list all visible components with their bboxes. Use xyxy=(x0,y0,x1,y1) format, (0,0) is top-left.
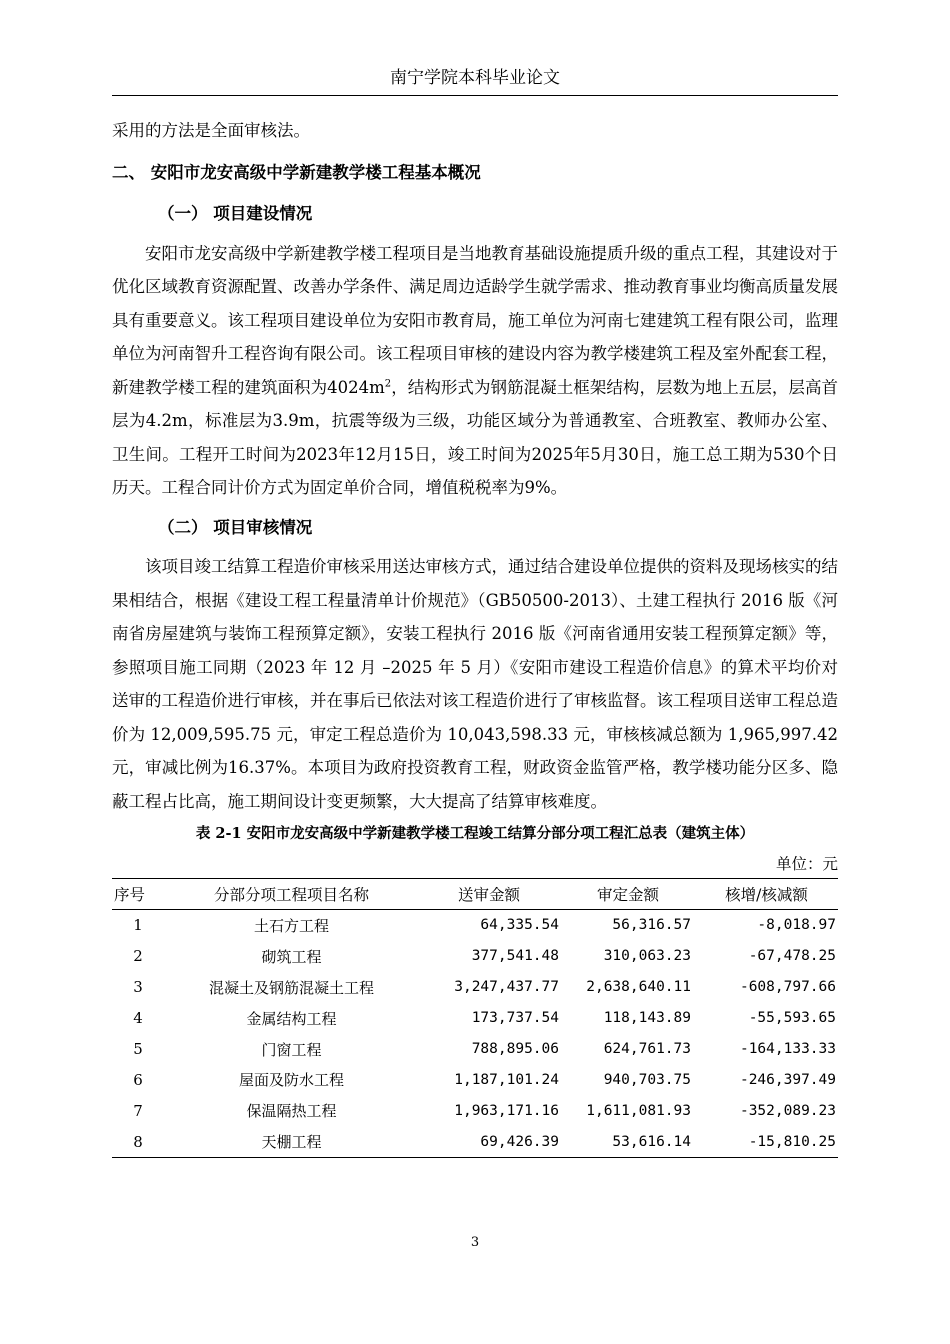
table-row xyxy=(112,1095,838,1126)
cell-no: 4 xyxy=(133,1009,143,1028)
table-row xyxy=(112,1064,838,1095)
cell-audited: 310,063.23 xyxy=(603,948,691,965)
running-header: 南宁学院本科毕业论文 xyxy=(390,68,560,88)
cell-name: 保温隔热工程 xyxy=(246,1102,337,1121)
cell-audited: 56,316.57 xyxy=(612,917,691,934)
cell-name: 砌筑工程 xyxy=(261,947,322,966)
cell-no: 8 xyxy=(133,1132,143,1151)
table-row xyxy=(112,1003,838,1034)
settlement-summary-table xyxy=(112,878,838,1158)
cell-adjustment: -352,089.23 xyxy=(739,1102,836,1119)
table-row xyxy=(112,972,838,1003)
cell-submitted: 377,541.48 xyxy=(471,948,559,965)
cell-name: 金属结构工程 xyxy=(246,1009,337,1028)
cell-audited: 940,703.75 xyxy=(603,1071,691,1088)
header-rule xyxy=(112,95,838,96)
subsection-heading-audit: （二） 项目审核情况 xyxy=(158,517,313,537)
cell-no: 3 xyxy=(133,978,143,997)
cell-adjustment: -608,797.66 xyxy=(739,979,836,996)
cell-audited: 624,761.73 xyxy=(603,1041,691,1057)
cell-no: 6 xyxy=(133,1070,143,1089)
cell-submitted: 1,963,171.16 xyxy=(454,1102,559,1119)
paragraph-construction-part-a: 安阳市龙安高级中学新建教学楼工程项目是当地教育基础设施提质升级的重点工程，其建设对于优化区域教育资源配置、改善办学条件、满足周边适龄学生就学需求、推动教育事业均衡高质量发展具有重要意义。该工程项目建设单位为安阳市教育局，施工单位为河南七建建筑工程有限公司，监理单位为河南智升工程咨询有限公司。该工程项目审核的建设内容为教学楼建筑工程及室外配套工程，新建教学楼工程的建筑面积为4024m xyxy=(112,243,838,397)
cell-adjustment: -55,593.65 xyxy=(748,1010,836,1027)
header-cell-adjustment: 核增/核减额 xyxy=(697,879,838,910)
header-cell-audited: 审定金额 xyxy=(565,879,697,910)
cell-name: 土石方工程 xyxy=(253,916,329,935)
section-heading: 二、 安阳市龙安高级中学新建教学楼工程基本概况 xyxy=(112,162,481,182)
document-body xyxy=(112,114,838,1158)
cell-adjustment: -8,018.97 xyxy=(757,917,836,934)
cell-name: 天棚工程 xyxy=(261,1133,322,1152)
header-cell-submitted: 送审金额 xyxy=(419,879,565,910)
cell-no: 1 xyxy=(133,916,143,935)
table-unit: 单位：元 xyxy=(775,855,838,873)
cell-audited: 1,611,081.93 xyxy=(586,1102,691,1119)
table-row xyxy=(112,1034,838,1065)
lead-paragraph: 采用的方法是全面审核法。 xyxy=(112,121,310,140)
subsection-heading-construction: （一） 项目建设情况 xyxy=(158,204,313,223)
cell-no: 2 xyxy=(133,947,143,966)
cell-audited: 118,143.89 xyxy=(603,1010,691,1027)
cell-submitted: 1,187,101.24 xyxy=(454,1071,559,1088)
cell-adjustment: -164,133.33 xyxy=(739,1041,836,1057)
header-cell-no: 序号 xyxy=(112,879,164,910)
cell-submitted: 788,895.06 xyxy=(471,1041,559,1057)
cell-name: 门窗工程 xyxy=(261,1040,322,1059)
cell-adjustment: -15,810.25 xyxy=(748,1133,836,1150)
cell-no: 7 xyxy=(133,1101,143,1120)
table-caption: 表 2-1 安阳市龙安高级中学新建教学楼工程竣工结算分部分项工程汇总表（建筑主体） xyxy=(195,825,755,842)
cell-submitted: 69,426.39 xyxy=(480,1133,559,1150)
cell-adjustment: -67,478.25 xyxy=(748,948,836,965)
table-row xyxy=(112,941,838,972)
paragraph-audit: 该项目竣工结算工程造价审核采用送达审核方式，通过结合建设单位提供的资料及现场核实的结果相结合，根据《建设工程工程量清单计价规范》（GB50500-2013）、土建工程执行 2016 版《河南省房屋建筑与装饰工程预算定额》，安装工程执行 2016 版《河南省通用安装工程预算定额》等，参照项目施工同期（2023 年 12 月 –2025 年 5 月）《安阳市建设工程造价信息》的算术平均价对送审的工程造价进行审核，并在事后已依法对该工程造价进行了审核监督。该工程项目送审工程总造价为 12,009,595.75 元，审定工程总造价为 10,043,598.33 元，审核核减总额为 1,965,997.42 元，审减比例为16.37%。本项目为政府投资教育工程，财政资金监管严格，教学楼功能分区多、隐蔽工程占比高，施工期间设计变更频繁，大大提高了结算审核难度。 xyxy=(112,557,838,811)
cell-submitted: 64,335.54 xyxy=(480,917,559,934)
cell-audited: 53,616.14 xyxy=(612,1133,691,1150)
cell-audited: 2,638,640.11 xyxy=(586,979,691,996)
cell-submitted: 173,737.54 xyxy=(471,1010,559,1027)
superscript-square: 2 xyxy=(384,378,392,389)
cell-name: 混凝土及钢筋混凝土工程 xyxy=(208,978,374,997)
cell-adjustment: -246,397.49 xyxy=(739,1071,836,1088)
paragraph-construction-part-b: ，结构形式为钢筋混凝土框架结构，层数为地上五层，层高首层为4.2m，标准层为3.9m，抗震等级为三级，功能区域分为普通教室、合班教室、教师办公室、卫生间。工程开工时间为2023年12月15日，竣工时间为2025年5月30日，施工总工期为530个日历天。工程合同计价方式为固定单价合同，增值税税率为9%。 xyxy=(112,377,839,497)
page-number: 3 xyxy=(470,1235,480,1250)
table-header-row xyxy=(112,879,838,910)
cell-no: 5 xyxy=(133,1040,143,1058)
header-cell-name: 分部分项工程项目名称 xyxy=(164,879,419,910)
table-row xyxy=(112,910,838,941)
table-row xyxy=(112,1126,838,1157)
cell-name: 屋面及防水工程 xyxy=(238,1071,344,1090)
paragraph-construction xyxy=(112,237,838,505)
cell-submitted: 3,247,437.77 xyxy=(454,979,559,996)
